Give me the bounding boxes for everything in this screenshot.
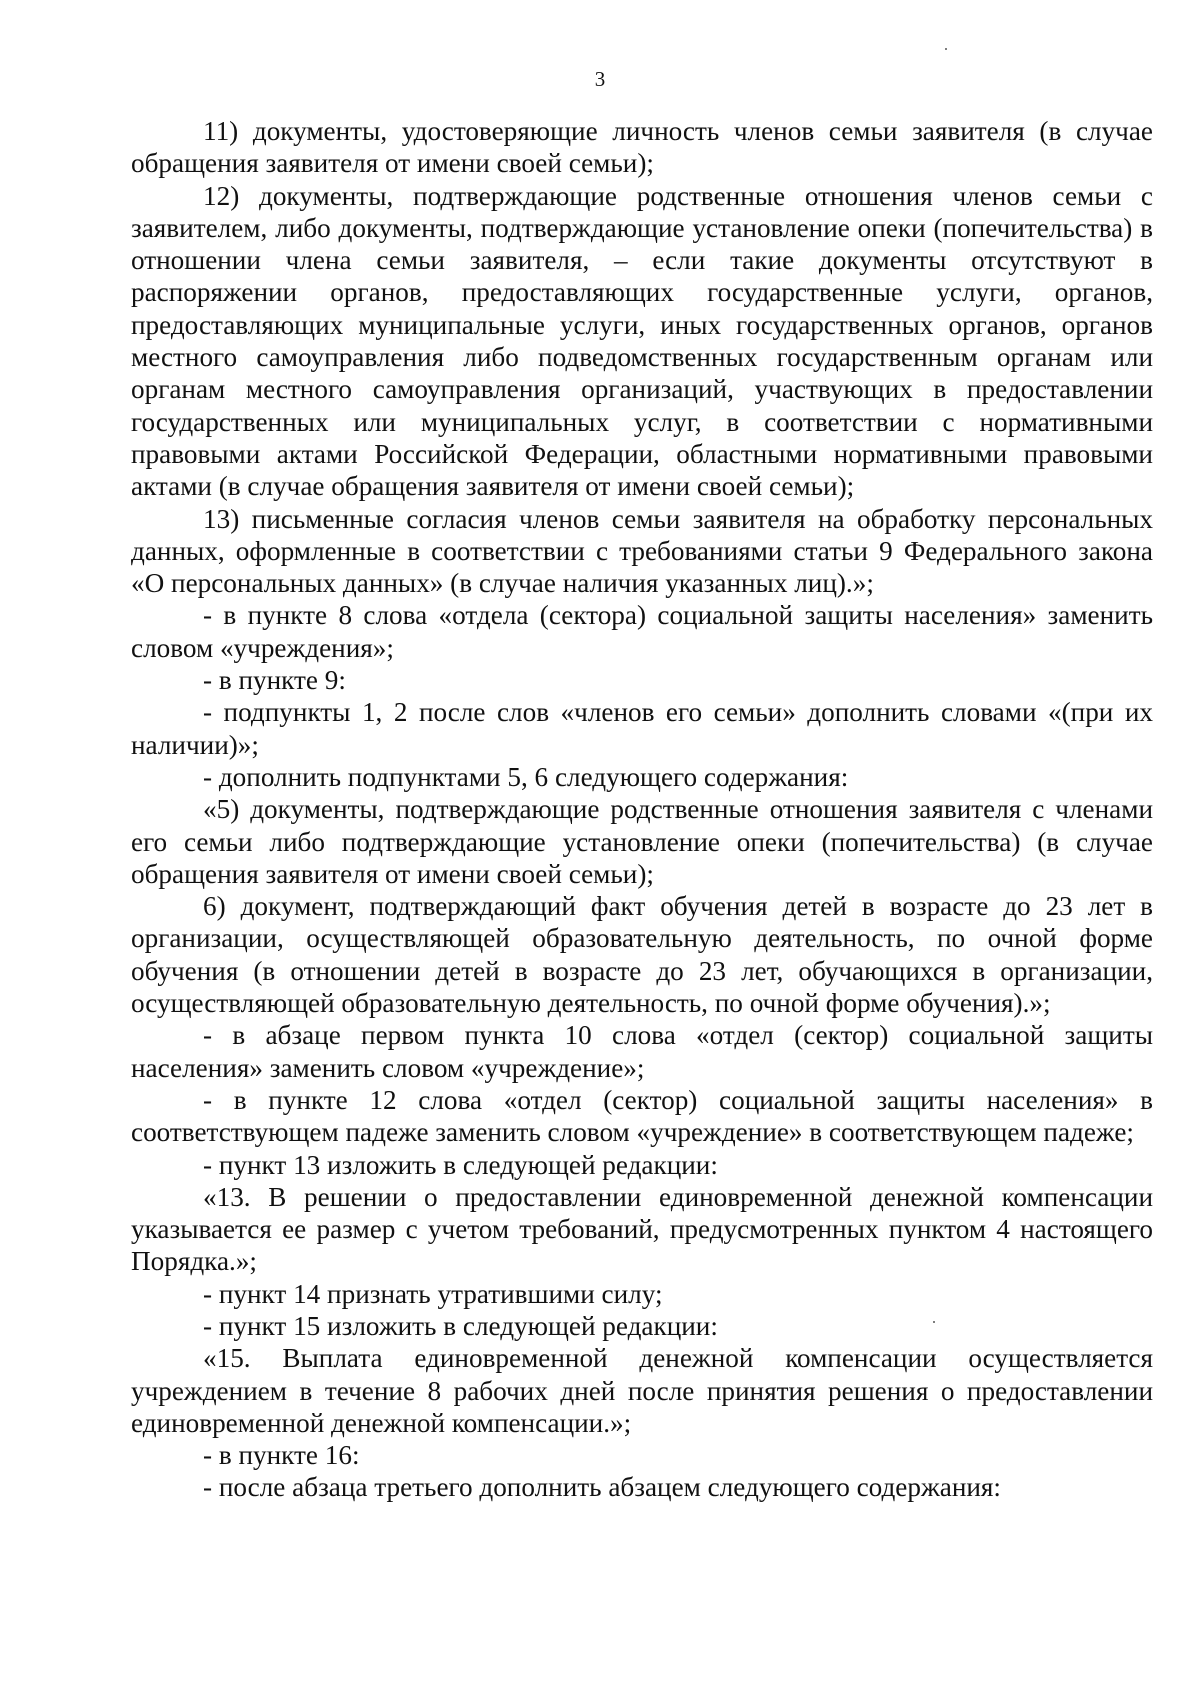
paragraph-subpoints-1-2: - подпункты 1, 2 после слов «членов его семьи» дополнить словами «(при их наличии)»;	[131, 697, 1153, 760]
paragraph-item-12: 12) документы, подтверждающие родственные отношения членов семьи с заявителем, либо документы, подтверждающие установление опеки (попечительства) в отношении члена семьи заявителя, – если такие документы отсутствуют в распоряжении органов, предоставляющих государственные услуги, органов, предоставляющих муниципальные услуги, иных государственных органов, органов местного самоуправления либо подведомственных государственным органам или органам местного самоуправления организаций, участвующих в предоставлении государственных или муниципальных услуг, в соответствии с нормативными правовыми актами Российской Федерации, областными нормативными правовыми актами (в случае обращения заявителя от имени своей семьи);	[131, 180, 1153, 502]
paragraph-subpoint-6: 6) документ, подтверждающий факт обучения детей в возрасте до 23 лет в организации, осуществляющей образовательную деятельность, по очной форме обучения (в отношении детей в возрасте до 23 лет, обучающихся в организации, осуществляющей образовательную деятельность, по очной форме обучения).»;	[131, 891, 1153, 1019]
paragraph-amend-point-16: - в пункте 16:	[203, 1440, 360, 1471]
page-number: 3	[594, 67, 606, 91]
paragraph-amend-point-8: - в пункте 8 слова «отдела (сектора) социальной защиты населения» заменить словом «учреждения»;	[131, 600, 1153, 663]
document-body	[131, 115, 1153, 1504]
paragraph-add-abzac: - после абзаца третьего дополнить абзацем следующего содержания:	[203, 1472, 1001, 1503]
paragraph-point-15-text: «15. Выплата единовременной денежной компенсации осуществляется учреждением в течение 8 рабочих дней после принятия решения о предоставлении единовременной денежной компенсации.»;	[131, 1343, 1153, 1438]
paragraph-item-13: 13) письменные согласия членов семьи заявителя на обработку персональных данных, оформленные в соответствии с требованиями статьи 9 Федерального закона «О персональных данных» (в случае наличия указанных лиц).»;	[131, 503, 1153, 599]
paragraph-amend-point-9: - в пункте 9:	[203, 665, 346, 696]
paragraph-item-11: 11) документы, удостоверяющие личность членов семьи заявителя (в случае обращения заявителя от имени своей семьи);	[131, 116, 1153, 179]
scan-speck	[945, 48, 947, 50]
paragraph-point-13-text: «13. В решении о предоставлении единовременной денежной компенсации указывается ее размер с учетом требований, предусмотренных пунктом 4 настоящего Порядка.»;	[131, 1181, 1153, 1277]
paragraph-amend-point-10: - в абзаце первом пункта 10 слова «отдел (сектор) социальной защиты населения» заменить словом «учреждение»;	[131, 1020, 1153, 1083]
paragraph-amend-point-13: - пункт 13 изложить в следующей редакции:	[203, 1149, 718, 1180]
paragraph-point-14-void: - пункт 14 признать утратившими силу;	[203, 1278, 663, 1309]
paragraph-add-subpoints-5-6: - дополнить подпунктами 5, 6 следующего содержания:	[203, 761, 849, 792]
paragraph-amend-point-12: - в пункте 12 слова «отдел (сектор) социальной защиты населения» в соответствующем падеже заменить словом «учреждение» в соответствующем падеже;	[131, 1084, 1153, 1148]
paragraph-subpoint-5: «5) документы, подтверждающие родственные отношения заявителя с членами его семьи либо подтверждающие установление опеки (попечительства) (в случае обращения заявителя от имени своей семьи);	[131, 794, 1153, 889]
paragraph-amend-point-15: - пункт 15 изложить в следующей редакции:	[203, 1310, 718, 1341]
